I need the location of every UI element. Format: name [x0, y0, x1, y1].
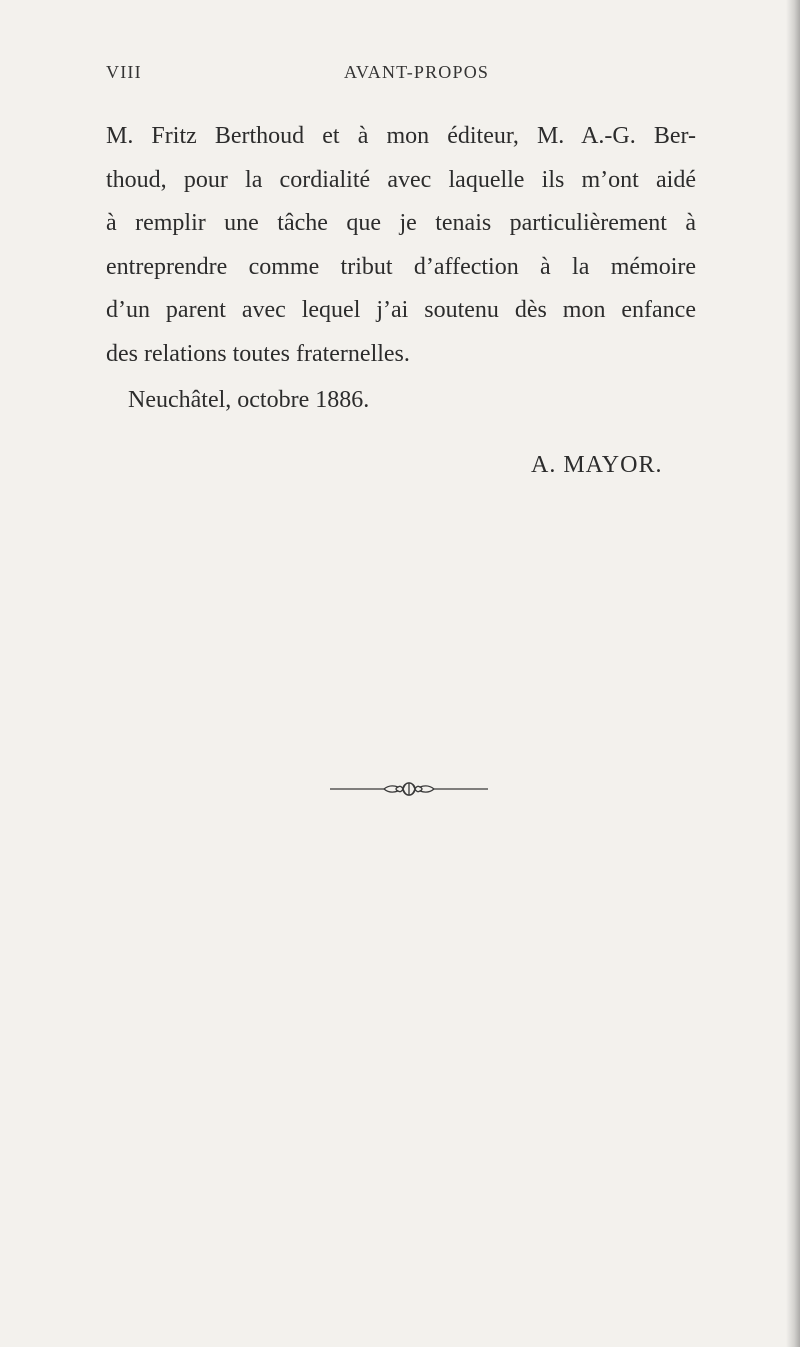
text-line: d’un parent avec lequel j’ai soutenu dès mon enfance: [106, 297, 696, 323]
page-edge-shadow: [786, 0, 800, 1347]
running-title: AVANT-PROPOS: [344, 62, 490, 82]
text-line: thoud, pour la cordialité avec laquelle ils m’ont aidé: [106, 166, 696, 193]
page-number: VIII: [106, 62, 142, 82]
text-line: des relations toutes fraternelles.: [106, 340, 410, 367]
text-line: à remplir une tâche que je tenais particulièrement à: [106, 210, 696, 236]
running-header: [106, 62, 706, 86]
tailpiece-ornament-icon: [328, 778, 490, 800]
place-and-date: Neuchâtel, octobre 1886.: [128, 387, 370, 413]
text-line: M. Fritz Berthoud et à mon éditeur, M. A.-G. Ber-: [106, 123, 696, 149]
body-paragraph: [106, 115, 696, 376]
author-signature: A. MAYOR.: [531, 452, 663, 478]
text-line: entreprendre comme tribut d’affection à la mémoire: [106, 253, 696, 280]
